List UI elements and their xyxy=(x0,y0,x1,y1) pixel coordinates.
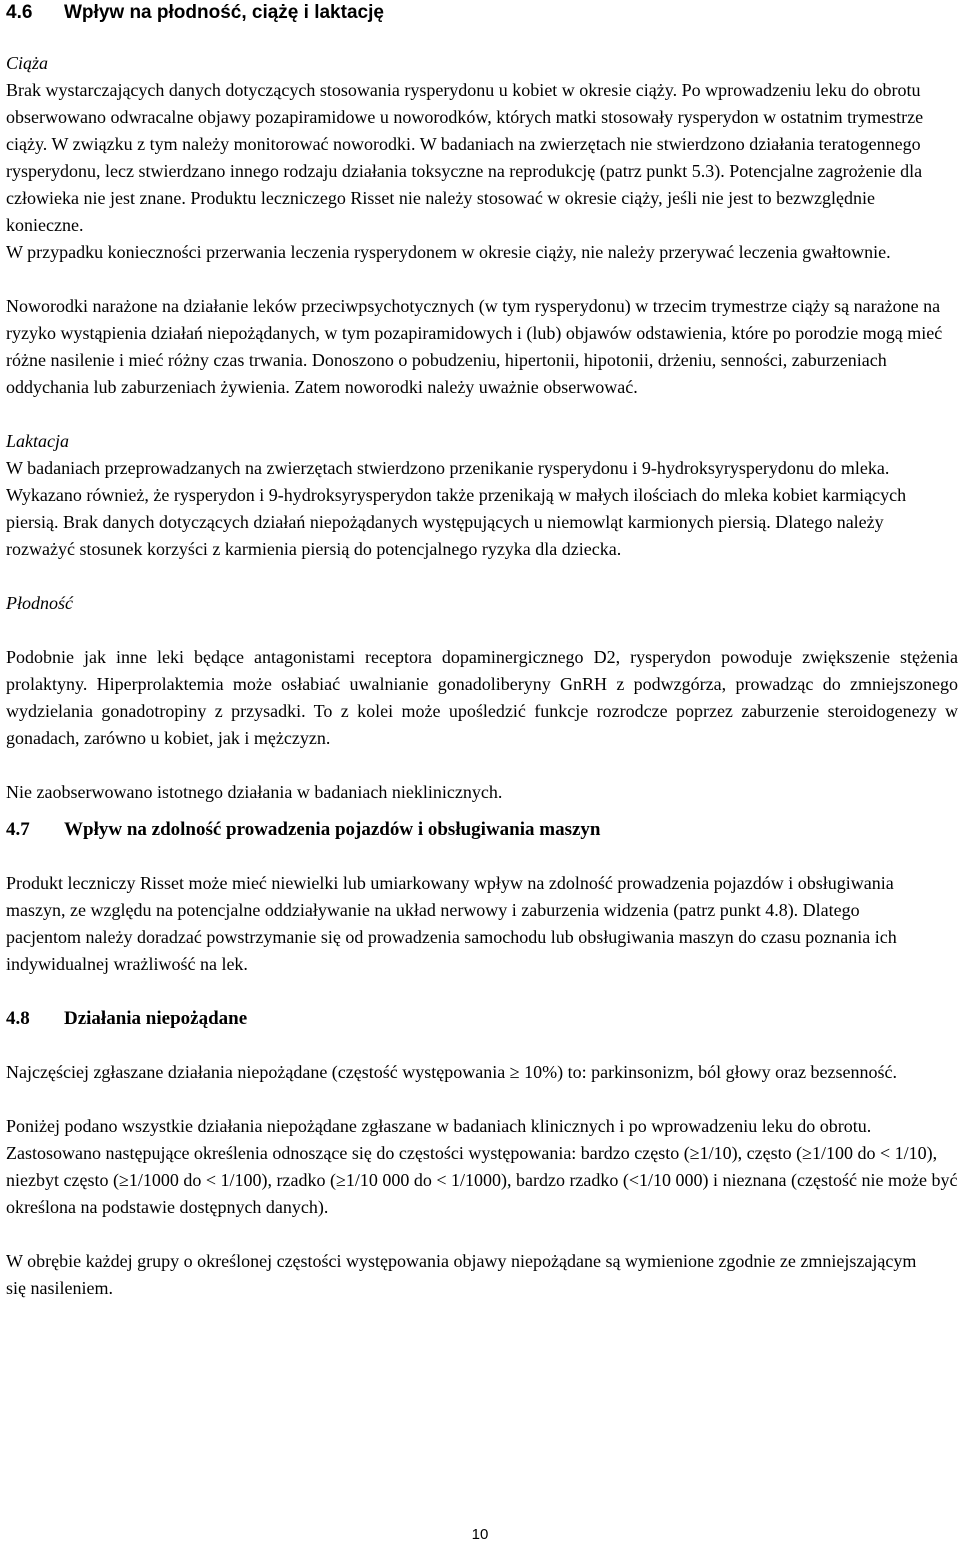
subheading-laktacja: Laktacja xyxy=(6,431,69,451)
paragraph-ciaza-2: W przypadku konieczności przerwania leczenia rysperydonem w okresie ciąży, nie należy przerywać leczenia gwałtownie. xyxy=(6,242,891,262)
section-4-7-heading xyxy=(6,816,958,843)
section-title: Wpływ na zdolność prowadzenia pojazdów i obsługiwania maszyn xyxy=(64,819,601,840)
section-4-6-heading xyxy=(6,2,958,28)
paragraph-4-7: Produkt leczniczy Risset może mieć niewielki lub umiarkowany wpływ na zdolność prowadzenia pojazdów i obsługiwania maszyn, ze względu na potencjalne oddziaływanie na układ nerwowy i zaburzenia widzenia (patrz punkt 4.8). Dlatego pacjentom należy doradzać powstrzymanie się od prowadzenia samochodu lub obsługiwania maszyn do czasu poznania ich indywidualnej wrażliwość na lek. xyxy=(6,873,897,974)
section-title: Wpływ na płodność, ciążę i laktację xyxy=(64,2,384,23)
page-number: 10 xyxy=(471,1526,489,1543)
section-number: 4.6 xyxy=(6,2,33,23)
paragraph-ciaza-3: Noworodki narażone na działanie leków przeciwpsychotycznych (w tym rysperydonu) w trzecim trymestrze ciąży są narażone na ryzyko wystąpienia działań niepożądanych, w tym pozapiramidowych i (lub) objawów odstawienia, które po porodzie mogą mieć różne nasilenie i mieć różny czas trwania. Donoszono o pobudzeniu, hipertonii, hipotonii, drżeniu, senności, zaburzeniach oddychania lub zaburzeniach żywienia. Zatem noworodki należy uważnie obserwować. xyxy=(6,296,943,397)
document-page xyxy=(6,0,958,1302)
paragraph-plodnosc-1: Podobnie jak inne leki będące antagonistami receptora dopaminergicznego D2, rysperydon powoduje zwiększenie stężenia prolaktyny. Hiperprolaktemia może osłabiać uwalnianie gonadoliberyny GnRH z podwzgórza, prowadząc do zmniejszonego wydzielania gonadotropiny z przysadki. To z kolei może upośledzić funkcje rozrodcze poprzez zaburzenie steroidogenezy w gonadach, zarówno u kobiet, jak i mężczyzn. xyxy=(6,647,958,748)
section-number: 4.8 xyxy=(6,1008,30,1029)
paragraph-laktacja-1: W badaniach przeprowadzanych na zwierzętach stwierdzono przenikanie rysperydonu i 9-hydroksyrysperydonu do mleka. Wykazano również, że rysperydon i 9-hydroksyrysperydon także przenikają w małych ilościach do mleka kobiet karmiących piersią. Brak danych dotyczących działań niepożądanych występujących u niemowląt karmionych piersią. Dlatego należy rozważyć stosunek korzyści z karmienia piersią do potencjalnego ryzyka dla dziecka. xyxy=(6,458,907,559)
paragraph-4-8-2: Poniżej podano wszystkie działania niepożądane zgłaszane w badaniach klinicznych i po wprowadzeniu leku do obrotu. Zastosowano następujące określenia odnoszące się do częstości występowania: bardzo często (≥1/10), często (≥1/100 do < 1/10), niezbyt często (≥1/1000 do < 1/100), rzadko (≥1/10 000 do < 1/1000), bardzo rzadko (<1/10 000) i nieznana (częstość nie może być określona na podstawie dostępnych danych). xyxy=(6,1116,958,1217)
section-title: Działania niepożądane xyxy=(64,1008,248,1029)
paragraph-4-8-3: W obrębie każdej grupy o określonej częstości występowania objawy niepożądane są wymienione zgodnie ze zmniejszającym się nasileniem. xyxy=(6,1251,917,1298)
paragraph-plodnosc-2: Nie zaobserwowano istotnego działania w badaniach nieklinicznych. xyxy=(6,782,503,802)
paragraph-4-8-1: Najczęściej zgłaszane działania niepożądane (częstość występowania ≥ 10%) to: parkinsonizm, ból głowy oraz bezsenność. xyxy=(6,1062,898,1082)
subheading-ciaza: Ciąża xyxy=(6,53,49,73)
section-4-8-heading xyxy=(6,1005,958,1032)
paragraph-ciaza-1: Brak wystarczających danych dotyczących stosowania rysperydonu u kobiet w okresie ciąży. Po wprowadzeniu leku do obrotu obserwowano odwracalne objawy pozapiramidowe u noworodków, których matki stosowały rysperydon w ostatnim trymestrze ciąży. W związku z tym należy monitorować noworodki. W badaniach na zwierzętach nie stwierdzono działania teratogennego rysperydonu, lecz stwierdzano innego rodzaju działania toksyczne na reprodukcję (patrz punkt 5.3). Potencjalne zagrożenie dla człowieka nie jest znane. Produktu leczniczego Risset nie należy stosować w okresie ciąży, jeśli nie jest to bezwzględnie konieczne. xyxy=(6,80,924,235)
section-number: 4.7 xyxy=(6,819,30,840)
subheading-plodnosc: Płodność xyxy=(6,593,73,613)
